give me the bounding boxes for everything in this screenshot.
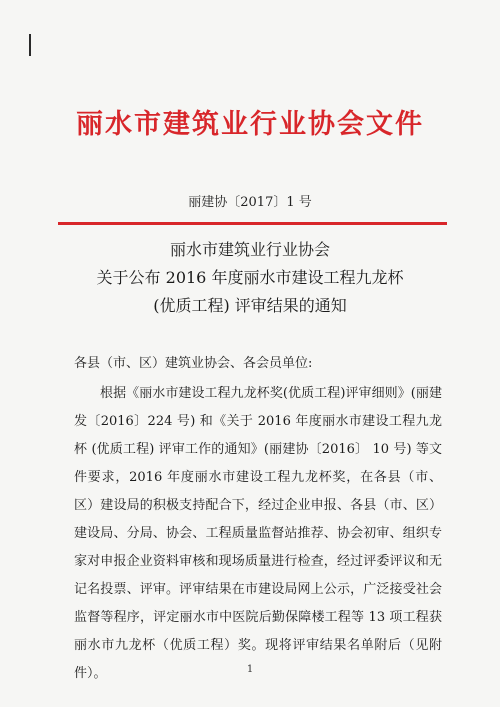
notice-title <box>0 236 500 320</box>
document-header-title: 丽水市建筑业行业协会文件 <box>76 109 424 140</box>
notice-title-line-2: 关于公布 2016 年度丽水市建设工程九龙杯 <box>96 268 404 287</box>
salutation: 各县（市、区）建筑业协会、各会员单位: <box>74 356 313 371</box>
notice-title-line-1: 丽水市建筑业行业协会 <box>169 240 330 259</box>
scan-edge-mark <box>29 34 31 56</box>
page-number: 1 <box>246 664 254 675</box>
header-divider-line <box>58 222 447 225</box>
body-paragraph: 根据《丽水市建设工程九龙杯奖(优质工程)评审细则》(丽建发〔2016〕224 号) 和《关于 2016 年度丽水市建设工程九龙杯 (优质工程) 评审工作的通知》(丽建协〔2016〕 10 号) 等文件要求，2016 年度丽水市建设工程九龙杯奖，在各县（市、区）建设局的积极支持配合下，经过企业申报、各县（市、区）建设局、分局、协会、工程质量监督站推荐、协会初审、组织专家对申报企业资料审核和现场质量进行检查，经过评委评议和无记名投票、评审。评审结果在市建设局网上公示，广泛接受社会监督等程序，评定丽水市中医院后勤保障楼工程等 13 项工程获丽水市九龙杯（优质工程）奖。现将评审结果名单附后（见附件）。 <box>74 386 442 681</box>
notice-title-line-3: (优质工程) 评审结果的通知 <box>153 296 347 315</box>
document-number: 丽建协〔2017〕1 号 <box>188 195 312 210</box>
